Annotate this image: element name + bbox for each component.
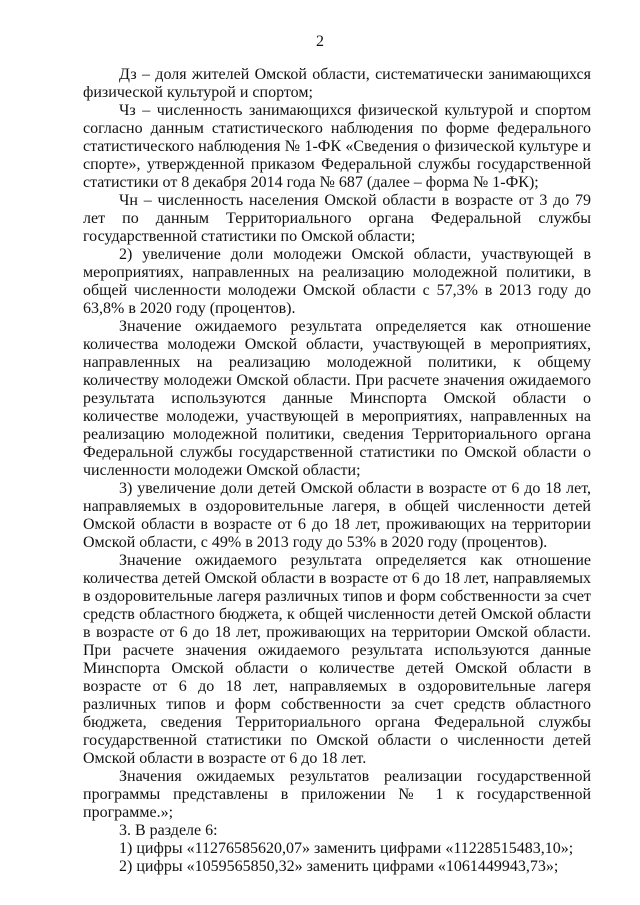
page-number: 2 bbox=[316, 33, 324, 50]
paragraph-youth-calculation: Значение ожидаемого результата определяется как отношение количества молодежи Омской области, участвующей в мероприятиях, направленных на реализацию молодежной политики, к общему количеству молодежи Омской области. При расчете значения ожидаемого результата используются данные Минспорта Омской области о количестве молодежи, участвующей в мероприятиях, направленных на реализацию молодежной политики, сведения Территориального органа Федеральной службы государственной статистики по Омской области о численности молодежи Омской области; bbox=[83, 318, 591, 479]
paragraph-section-6-heading: 3. В разделе 6: bbox=[119, 822, 218, 839]
document-body bbox=[83, 66, 591, 876]
paragraph-children-calculation: Значение ожидаемого результата определяется как отношение количества детей Омской области в возрасте от 6 до 18 лет, направляемых в оздоровительные лагеря различных типов и форм собственности за счет средств областного бюджета, к общей численности детей Омской области в возрасте от 6 до 18 лет, проживающих на территории Омской области. При расчете значения ожидаемого результата используются данные Минспорта Омской области о количестве детей Омской области в возрасте от 6 до 18 лет, направляемых в оздоровительные лагеря различных типов и форм собственности за счет средств областного бюджета, сведения Территориального органа Федеральной службы государственной статистики по Омской области о численности детей Омской области в возрасте от 6 до 18 лет. bbox=[83, 552, 591, 767]
paragraph-dz-definition: Дз – доля жителей Омской области, систематически занимающихся физической культурой и спортом; bbox=[83, 66, 591, 101]
paragraph-item-2-youth: 2) увеличение доли молодежи Омской области, участвующей в мероприятиях, направленных на реализацию молодежной политики, в общей численности молодежи Омской области с 57,3% в 2013 году до 63,8% в 2020 году (процентов). bbox=[83, 246, 591, 317]
paragraph-item-3-children: 3) увеличение доли детей Омской области в возрасте от 6 до 18 лет, направляемых в оздоровительные лагеря, в общей численности детей Омской области в возрасте от 6 до 18 лет, проживающих на территории Омской области, с 49% в 2013 году до 53% в 2020 году (процентов). bbox=[83, 480, 591, 551]
paragraph-amendment-1: 1) цифры «11276585620,07» заменить цифрами «11228515483,10»; bbox=[119, 840, 574, 857]
paragraph-appendix-reference: Значения ожидаемых результатов реализации государственной программы представлены в приложении № 1 к государственной программе.»; bbox=[83, 768, 591, 821]
paragraph-amendment-2: 2) цифры «1059565850,32» заменить цифрами «1061449943,73»; bbox=[119, 858, 559, 875]
paragraph-chn-definition: Чн – численность населения Омской области в возрасте от 3 до 79 лет по данным Территориального органа Федеральной службы государственной статистики по Омской области; bbox=[83, 192, 591, 245]
paragraph-chz-definition: Чз – численность занимающихся физической культурой и спортом согласно данным статистического наблюдения по форме федерального статистического наблюдения № 1-ФК «Сведения о физической культуре и спорте», утвержденной приказом Федеральной службы государственной статистики от 8 декабря 2014 года № 687 (далее – форма № 1-ФК); bbox=[83, 102, 591, 191]
